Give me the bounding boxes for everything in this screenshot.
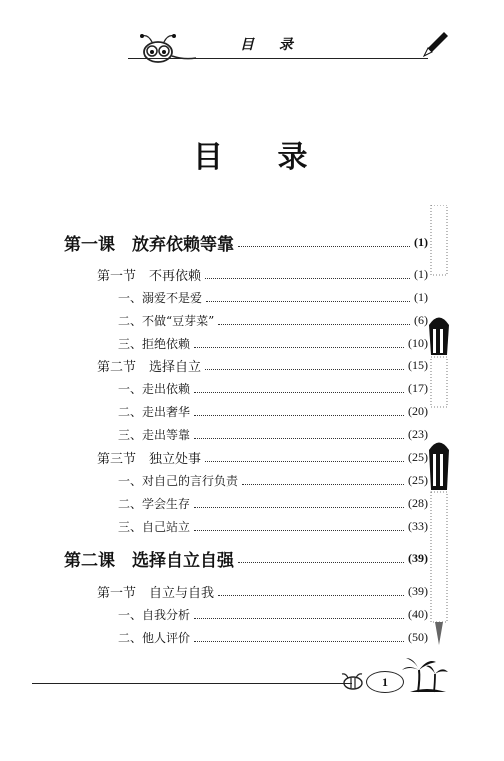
- toc-page-number: (6): [414, 312, 428, 327]
- toc-entry-item[interactable]: [118, 377, 428, 399]
- toc-label: 第一课 放弃依赖等靠: [64, 234, 234, 255]
- toc-label: 二、不做“豆芽菜”: [118, 313, 215, 328]
- toc-label: 第一节 自立与自我: [97, 585, 215, 601]
- toc-entry-item[interactable]: [118, 515, 428, 537]
- toc-label: 第一节 不再依赖: [97, 268, 202, 284]
- leader-dots: [238, 246, 410, 247]
- toc-label: 第二节 选择自立: [97, 359, 202, 375]
- toc-entry-item[interactable]: [118, 626, 428, 648]
- toc-page-number: (25): [408, 472, 428, 487]
- palm-tree-icon: [402, 654, 448, 694]
- leader-dots: [194, 392, 404, 393]
- toc-label: 第三节 独立处事: [97, 451, 202, 467]
- leader-dots: [194, 641, 404, 642]
- toc-page-number: (1): [414, 289, 428, 304]
- toc-page-number: (17): [408, 380, 428, 395]
- toc-entry-lesson-1[interactable]: [64, 231, 428, 253]
- toc-entry-section[interactable]: [97, 263, 428, 285]
- toc-entry-section[interactable]: [97, 354, 428, 376]
- toc-page-number: (33): [408, 518, 428, 533]
- toc-entry-item[interactable]: [118, 423, 428, 445]
- toc-page-number: (28): [408, 495, 428, 510]
- header-rule: [128, 58, 428, 59]
- toc-page-number: (1): [414, 234, 428, 249]
- leader-dots: [206, 301, 410, 302]
- leader-dots: [218, 595, 404, 596]
- toc-entry-lesson-2[interactable]: [64, 547, 428, 569]
- toc-page-number: (1): [414, 266, 428, 281]
- toc-label: 二、走出奢华: [118, 404, 191, 419]
- toc-label: 三、拒绝依赖: [118, 336, 191, 351]
- toc-label: 一、溺爱不是爱: [118, 290, 203, 305]
- leader-dots: [194, 347, 404, 348]
- toc-label: 一、自我分析: [118, 607, 191, 622]
- bamboo-brush-icon: [425, 205, 453, 645]
- toc-page-number: (20): [408, 403, 428, 418]
- toc-page-number: (10): [408, 335, 428, 350]
- toc-entry-section[interactable]: [97, 580, 428, 602]
- leader-dots: [238, 562, 404, 563]
- toc-entry-item[interactable]: [118, 603, 428, 625]
- leader-dots: [194, 415, 404, 416]
- toc-label: 三、走出等靠: [118, 427, 191, 442]
- toc-page-number: (39): [408, 583, 428, 598]
- leader-dots: [242, 484, 404, 485]
- toc-page-number: (23): [408, 426, 428, 441]
- toc-label: 二、学会生存: [118, 496, 191, 511]
- toc-entry-section[interactable]: [97, 446, 428, 468]
- page-number: 1: [366, 671, 404, 693]
- page-title: 目 录: [193, 140, 330, 175]
- toc-page-number: (25): [408, 449, 428, 464]
- leader-dots: [205, 369, 404, 370]
- toc-entry-item[interactable]: [118, 469, 428, 491]
- toc-label: 二、他人评价: [118, 630, 191, 645]
- leader-dots: [194, 618, 404, 619]
- toc-entry-item[interactable]: [118, 309, 428, 331]
- bee-icon: [340, 672, 366, 692]
- leader-dots: [194, 530, 404, 531]
- toc-page-number: (40): [408, 606, 428, 621]
- toc-label: 三、自己站立: [118, 519, 191, 534]
- toc-page-number: (39): [408, 550, 428, 565]
- toc-entry-item[interactable]: [118, 400, 428, 422]
- pencil-icon: [420, 30, 450, 60]
- leader-dots: [194, 507, 404, 508]
- toc-label: 一、对自己的言行负责: [118, 473, 239, 488]
- footer-rule: [32, 683, 352, 684]
- toc-page-number: (15): [408, 357, 428, 372]
- leader-dots: [205, 461, 404, 462]
- toc-entry-item[interactable]: [118, 332, 428, 354]
- leader-dots: [194, 438, 404, 439]
- toc-label: 第二课 选择自立自强: [64, 550, 234, 571]
- toc-entry-item[interactable]: [118, 492, 428, 514]
- toc-page-number: (50): [408, 629, 428, 644]
- leader-dots: [218, 324, 410, 325]
- leader-dots: [205, 278, 410, 279]
- running-header-title: 目 录: [240, 37, 303, 53]
- toc-entry-item[interactable]: [118, 286, 428, 308]
- toc-label: 一、走出依赖: [118, 381, 191, 396]
